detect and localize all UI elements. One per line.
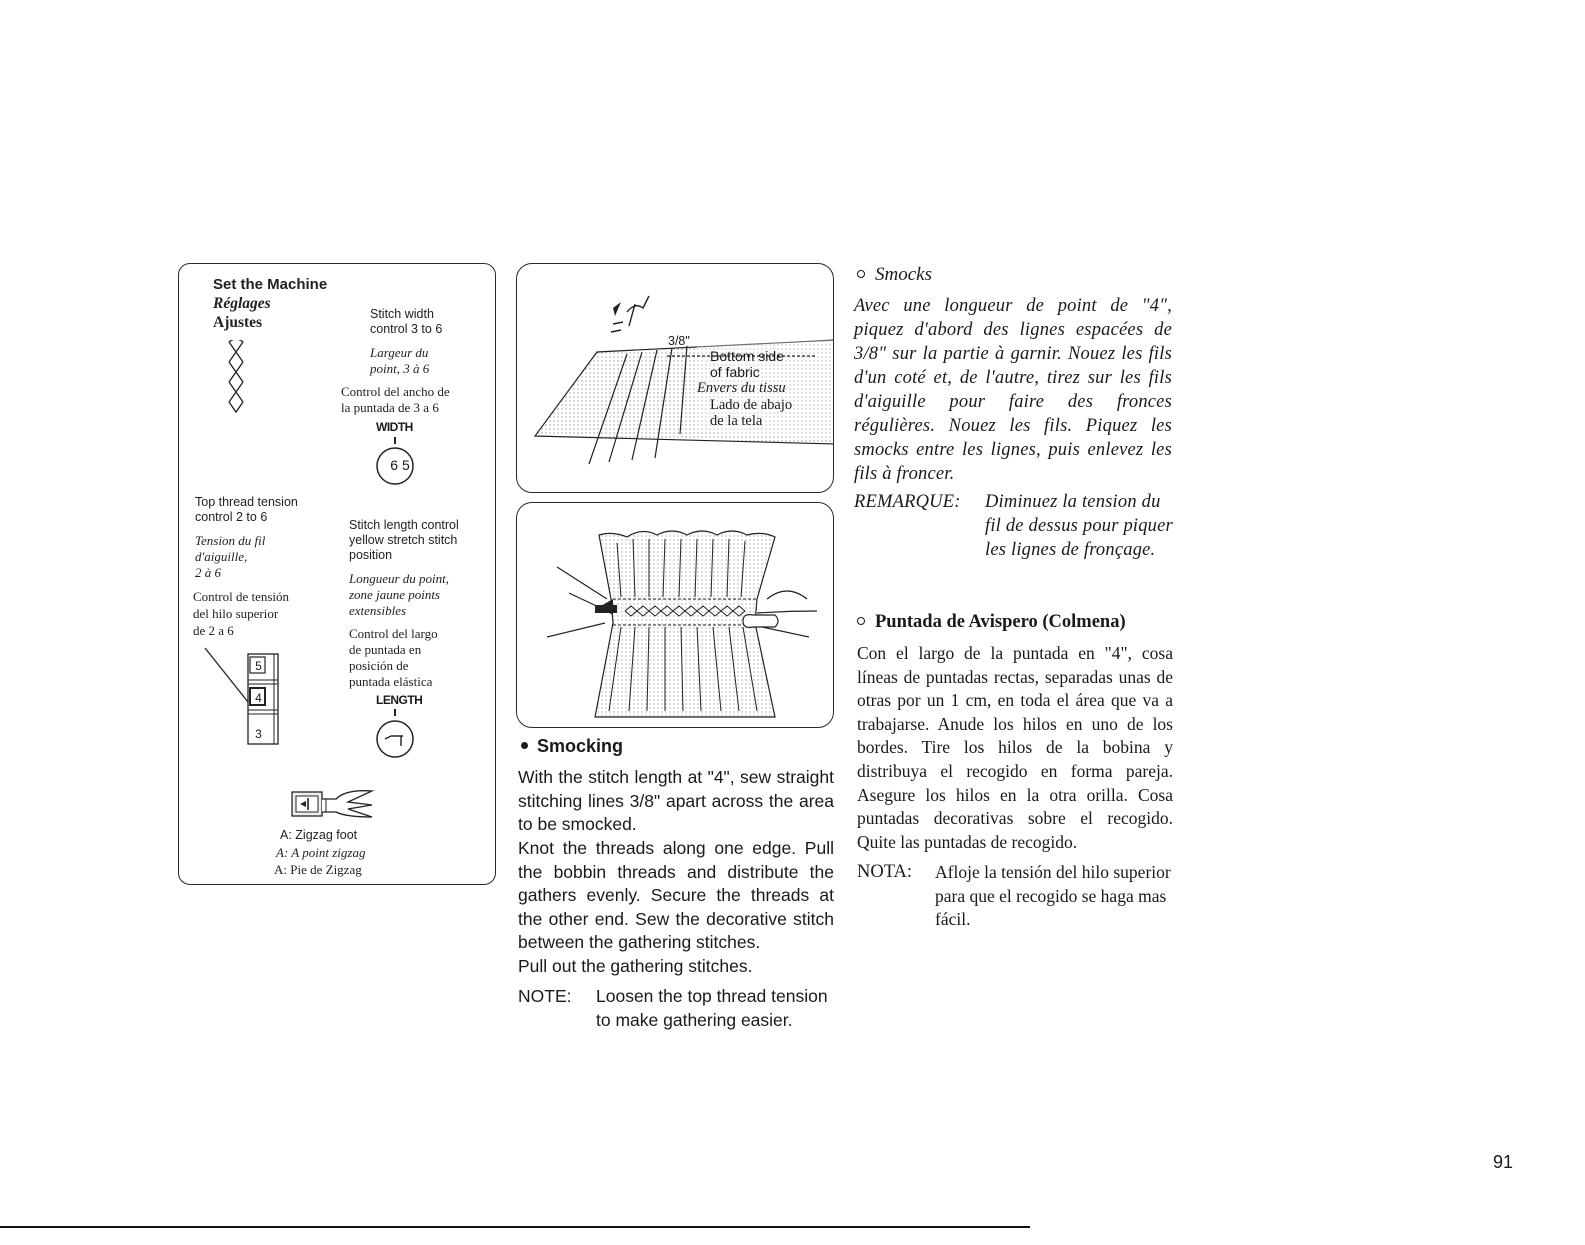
tension-label-es-1: Control de tensión [193, 589, 290, 604]
width-label-es-2: la puntada de 3 a 6 [341, 400, 439, 415]
smocking-stitch-pattern-icon [224, 340, 250, 420]
figure1-label-es-1: Lado de abajo [710, 397, 793, 413]
tension-value-5: 5 [255, 659, 262, 673]
english-para-3: Pull out the gathering stitches. [518, 956, 753, 976]
tension-label-en-1: Top thread tension [195, 495, 298, 509]
english-heading-text: Smocking [537, 736, 624, 756]
width-dial-value: 6 5 [390, 457, 410, 473]
gathering-lines-figure [516, 263, 834, 493]
width-label-es-1: Control del ancho de [341, 384, 450, 399]
width-label-fr-1: Largeur du [370, 345, 429, 360]
spanish-note-label: NOTA: [857, 862, 913, 882]
figure1-label-en-2: of fabric [710, 364, 760, 380]
gathering-lines-illustration [517, 264, 834, 493]
spanish-heading-text: Puntada de Avispero (Colmena) [875, 612, 1126, 632]
length-dial-label: LENGTH [376, 693, 423, 707]
settings-title-es: Ajustes [213, 314, 263, 331]
figure1-label-fr: Envers du tissu [697, 380, 786, 396]
length-dial-icon [370, 708, 420, 764]
length-label-es-4: puntada elástica [349, 674, 433, 689]
tension-label-fr-2: d'aiguille, [195, 549, 248, 564]
settings-title-fr: Réglages [213, 295, 271, 312]
english-note-label: NOTE: [518, 986, 572, 1006]
length-label-fr-1: Longueur du point, [349, 571, 450, 586]
width-label-en-1: Stitch width [370, 307, 434, 321]
tension-label-fr-3: 2 à 6 [195, 565, 221, 580]
measure-label: 3/8" [668, 334, 690, 348]
length-label-en-1: Stitch length control [349, 518, 459, 532]
figure1-label-en-1: Bottom side [710, 348, 784, 364]
tension-label-fr-1: Tension du fil [195, 533, 266, 548]
tension-value-4: 4 [255, 691, 262, 705]
tension-dial-icon [200, 640, 290, 750]
page-number: 91 [1493, 1152, 1514, 1172]
length-label-en-2: yellow stretch stitch [349, 533, 458, 547]
width-label-en-2: control 3 to 6 [370, 322, 443, 336]
tension-label-es-3: de 2 a 6 [193, 623, 234, 638]
smocked-fabric-figure [516, 502, 834, 728]
tension-value-3: 3 [255, 727, 262, 741]
length-label-en-3: position [349, 548, 393, 562]
french-note-text: Diminuez la tension du fil de dessus pour piquer les lignes de fronçage. [985, 492, 1173, 560]
english-heading [521, 736, 623, 757]
length-label-fr-3: extensibles [349, 603, 407, 618]
length-label-fr-2: zone jaune points [349, 587, 440, 602]
bullet-icon [857, 270, 865, 278]
figure1-label-es-2: de la tela [710, 413, 763, 429]
foot-label-en: A: Zigzag foot [280, 828, 358, 842]
english-note-text: Loosen the top thread tension to make gathering easier. [596, 986, 828, 1030]
spanish-para-1: Con el largo de la puntada en "4", cosa líneas de puntadas rectas, separadas unas de otras por un 1 cm, en toda el área que va a trabajarse. Anude los hilos en uno de los bordes. Tire los hilos de la bobina y distribuya el recogido en forma pareja. Asegure los hilos en la otra orilla. Cosa puntadas decorativas sobre el recogido. Quite las puntadas de recogido. [857, 643, 1173, 852]
french-heading [857, 264, 932, 286]
length-label-es-2: de puntada en [349, 642, 422, 657]
foot-label-es: A: Pie de Zigzag [274, 862, 362, 877]
french-para-1: Avec une longueur de point de "4", piquez d'abord des lignes espacées de 3/8" sur la partie à garnir. Nouez les fils d'un coté et, de l'autre, tirez sur les fils d'aiguille pour faire des fronces régulières. Nouez les fils. Piquez les smocks entre les lignes, puis enlevez les fils à froncer. [854, 296, 1172, 484]
width-label-fr-2: point, 3 à 6 [370, 361, 430, 376]
settings-title-en: Set the Machine [213, 276, 328, 293]
zigzag-foot-icon [288, 785, 378, 823]
tension-label-en-2: control 2 to 6 [195, 510, 268, 524]
tension-label-es-2: del hilo superior [193, 606, 279, 621]
length-label-es-1: Control del largo [349, 626, 438, 641]
length-label-es-3: posición de [349, 658, 409, 673]
french-note-label: REMARQUE: [854, 492, 961, 512]
french-heading-text: Smocks [875, 264, 932, 285]
english-para-1: With the stitch length at "4", sew straight stitching lines 3/8" apart across the area to be smocked. [518, 767, 834, 835]
bullet-icon [857, 617, 865, 625]
foot-label-fr: A: A point zigzag [276, 845, 366, 860]
spanish-note-text: Afloje la tensión del hilo superior para que el recogido se haga mas fácil. [935, 862, 1171, 930]
width-dial-label: WIDTH [376, 420, 413, 434]
bullet-icon [521, 742, 528, 749]
page-bottom-edge [0, 1226, 1030, 1228]
english-para-2: Knot the threads along one edge. Pull the bobbin threads and distribute the gathers evenly. Secure the threads at the other end. Sew the decorative stitch between the gathering stitches. [518, 838, 834, 953]
smocked-fabric-illustration [517, 503, 834, 728]
spanish-heading [857, 612, 1126, 633]
